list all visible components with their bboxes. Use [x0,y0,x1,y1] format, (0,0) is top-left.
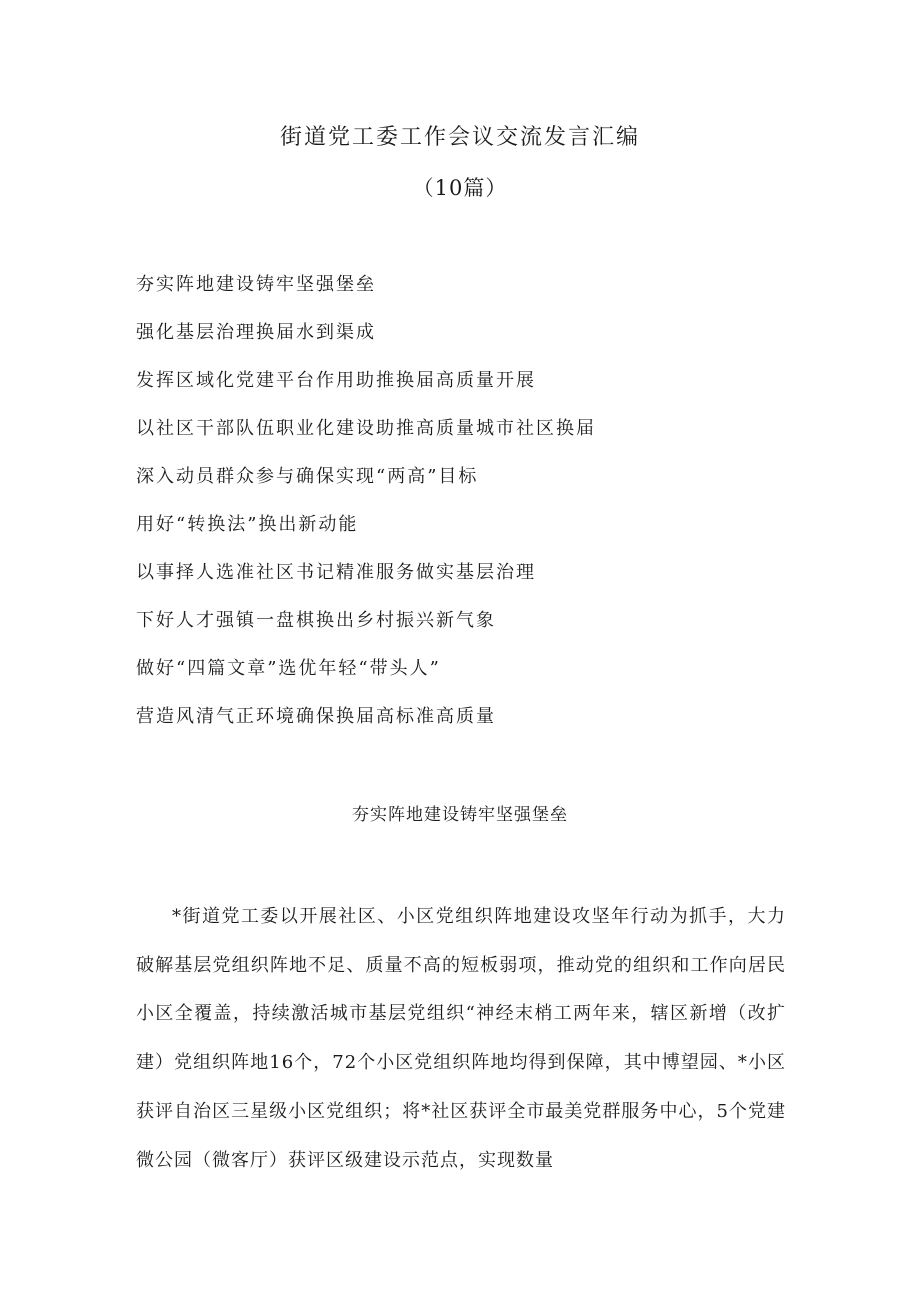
toc-item: 营造风清气正环境确保换届高标准高质量 [136,706,496,727]
toc-item: 强化基层治理换届水到渠成 [136,322,376,343]
body-paragraph: *街道党工委以开展社区、小区党组织阵地建设攻坚年行动为抓手，大力破解基层党组织阵地不足、质量不高的短板弱项，推动党的组织和工作向居民小区全覆盖，持续激活城市基层党组织“神经末梢工两年来，辖区新增（改扩建）党组织阵地16个，72个小区党组织阵地均得到保障，其中博望园、*小区获评自治区三星级小区党组织；将*社区获评全市最美党群服务中心，5个党建微公园（微客厅）获评区级建设示范点，实现数量 [136,906,786,1171]
toc-item: 用好“转换法”换出新动能 [136,514,359,535]
toc-item: 发挥区域化党建平台作用助推换届高质量开展 [136,370,536,391]
toc-item: 深入动员群众参与确保实现“两高”目标 [136,466,479,487]
table-of-contents [136,270,596,750]
toc-item: 下好人才强镇一盘棋换出乡村振兴新气象 [136,610,496,631]
toc-item: 夯实阵地建设铸牢坚强堡垒 [136,274,376,295]
document-title: 街道党工委工作会议交流发言汇编 [279,125,640,150]
toc-item: 以事择人选准社区书记精准服务做实基层治理 [136,562,536,583]
document-subtitle: （10篇） [412,176,508,200]
toc-item: 做好“四篇文章”选优年轻“带头人” [136,658,441,679]
section-heading: 夯实阵地建设铸牢坚强堡垒 [352,805,568,825]
toc-item: 以社区干部队伍职业化建设助推高质量城市社区换届 [136,418,596,439]
